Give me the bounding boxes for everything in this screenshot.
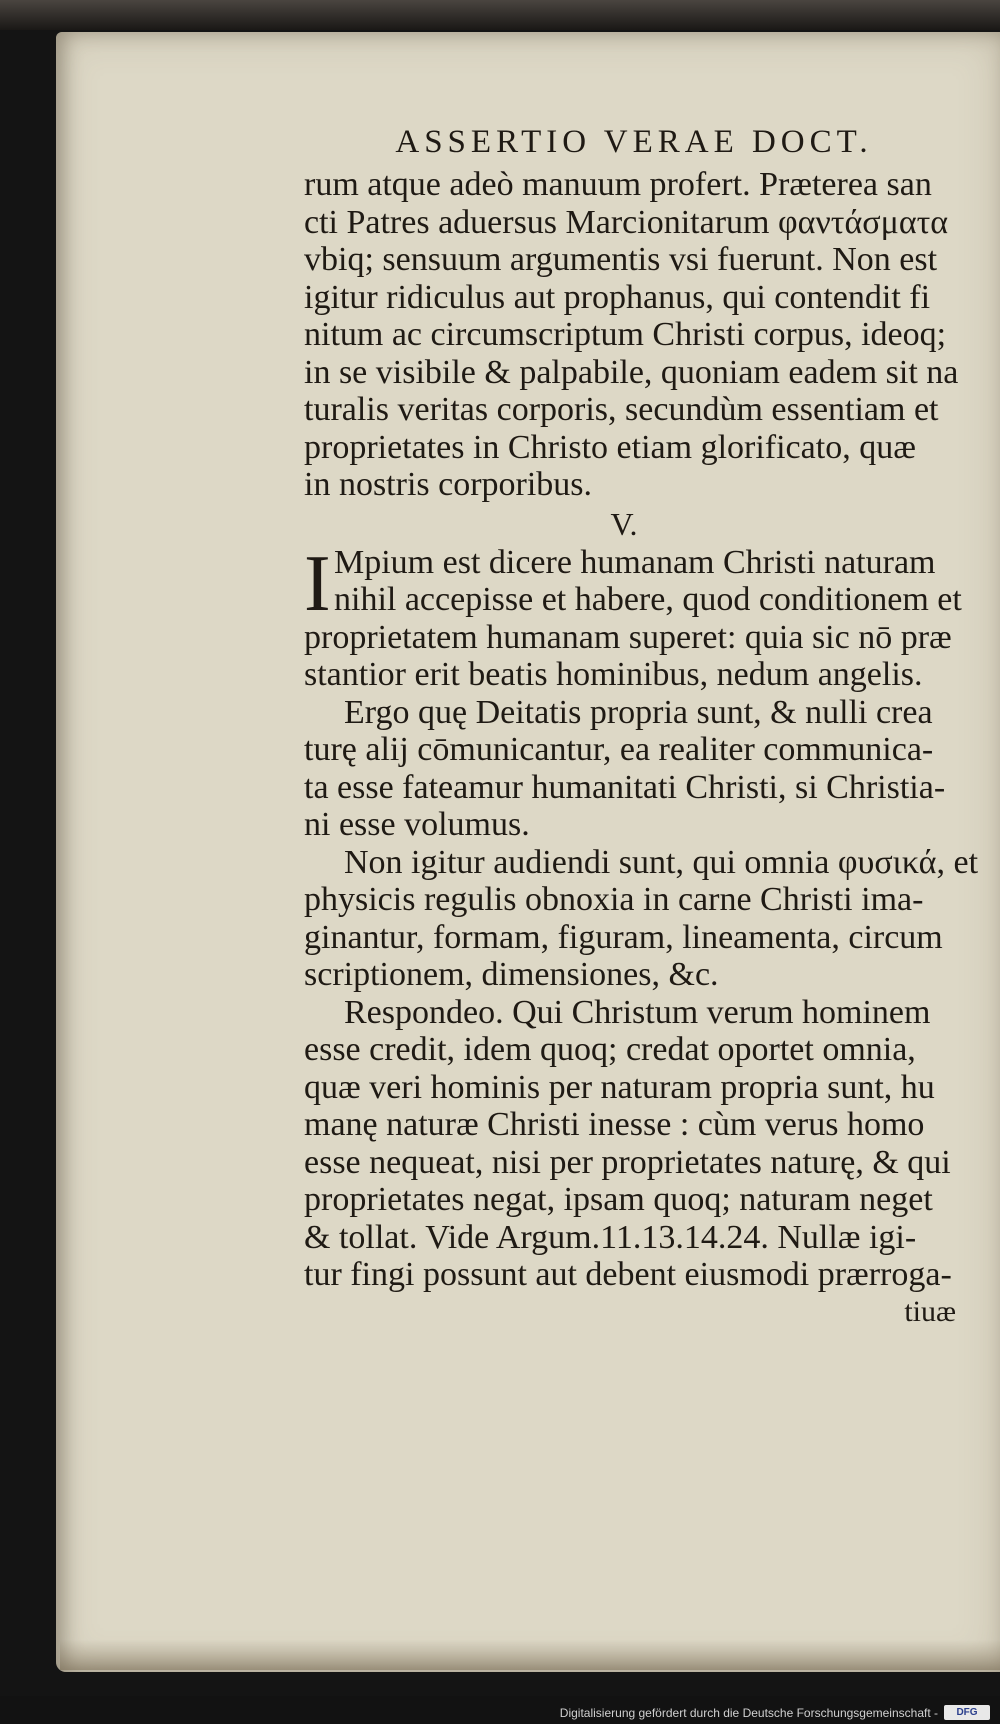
text-line: quæ veri hominis per naturam propria sunt, hu — [304, 1068, 935, 1106]
text-line: vbiq; sensuum argumentis vsi fuerunt. Non est — [304, 241, 938, 278]
text-line: turalis veritas corporis, secundùm essentiam et — [304, 391, 939, 428]
text-line: ginantur, formam, figuram, lineamenta, circum — [304, 918, 943, 956]
dfg-logo: DFG — [944, 1705, 990, 1720]
text-line: ta esse fateamur humanitati Christi, si Christia- — [304, 768, 946, 806]
text-line: proprietatem humanam superet: quia sic nō præ — [304, 618, 952, 656]
text-line: cti Patres aduersus Marcionitarum φαντάσματα — [304, 203, 949, 241]
text-line: proprietates negat, ipsam quoq; naturam neget — [304, 1181, 933, 1218]
text-line: igitur ridiculus aut prophanus, qui contendit fi — [304, 278, 931, 316]
funding-credit: Digitalisierung gefördert durch die Deutsche Forschungsgemeinschaft - — [559, 1706, 938, 1720]
text-line: rum atque adeò manuum profert. Præterea san — [304, 166, 932, 203]
text-line: stantior erit beatis hominibus, nedum angelis. — [304, 656, 923, 693]
paragraph-2 — [304, 539, 994, 694]
text-line: physicis regulis obnoxia in carne Christi ima- — [304, 881, 924, 918]
text-line: Mpium est dicere humanam Christi naturam — [334, 543, 936, 581]
paragraph-5 — [304, 994, 994, 1294]
text-line: Non igitur audiendi sunt, qui omnia φυσικά, et — [344, 843, 979, 881]
scan-top-edge — [0, 0, 1000, 30]
page-text — [304, 118, 994, 1330]
drop-initial: I — [304, 539, 331, 628]
text-line: Ergo quę Deitatis propria sunt, & nulli crea — [344, 693, 933, 731]
text-line: tur fingi possunt aut debent eiusmodi prærroga- — [304, 1256, 952, 1293]
text-line: esse nequeat, nisi per proprietates naturę, & qui — [304, 1143, 951, 1181]
paragraph-4 — [304, 844, 994, 994]
text-line: manę naturæ Christi inesse : cùm verus homo — [304, 1106, 925, 1143]
paragraph-1 — [304, 166, 994, 504]
text-line: turę alij cōmunicantur, ea realiter communica- — [304, 731, 934, 768]
text-line: & tollat. Vide Argum.11.13.14.24. Nullæ igi- — [304, 1218, 917, 1256]
text-line: in nostris corporibus. — [304, 466, 593, 503]
text-line: in se visibile & palpabile, quoniam eadem sit na — [304, 353, 959, 391]
catchword: tiuæ — [904, 1294, 956, 1328]
text-line: esse credit, idem quoq; credat oportet omnia, — [304, 1031, 916, 1068]
paragraph-3 — [304, 694, 994, 844]
text-line: nihil accepisse et habere, quod conditionem et — [334, 581, 962, 618]
page-bottom-shadow — [60, 1640, 1000, 1670]
text-line: scriptionem, dimensiones, &c. — [304, 956, 719, 993]
text-line: Respondeo. Qui Christum verum hominem — [344, 993, 931, 1031]
running-head: ASSERTIO VERAE DOCT. — [395, 124, 873, 160]
section-number: V. — [610, 505, 638, 542]
text-line: proprietates in Christo etiam glorificato, quæ — [304, 428, 916, 466]
text-line: ni esse volumus. — [304, 806, 530, 843]
text-line: nitum ac circumscriptum Christi corpus, ideoq; — [304, 316, 947, 353]
